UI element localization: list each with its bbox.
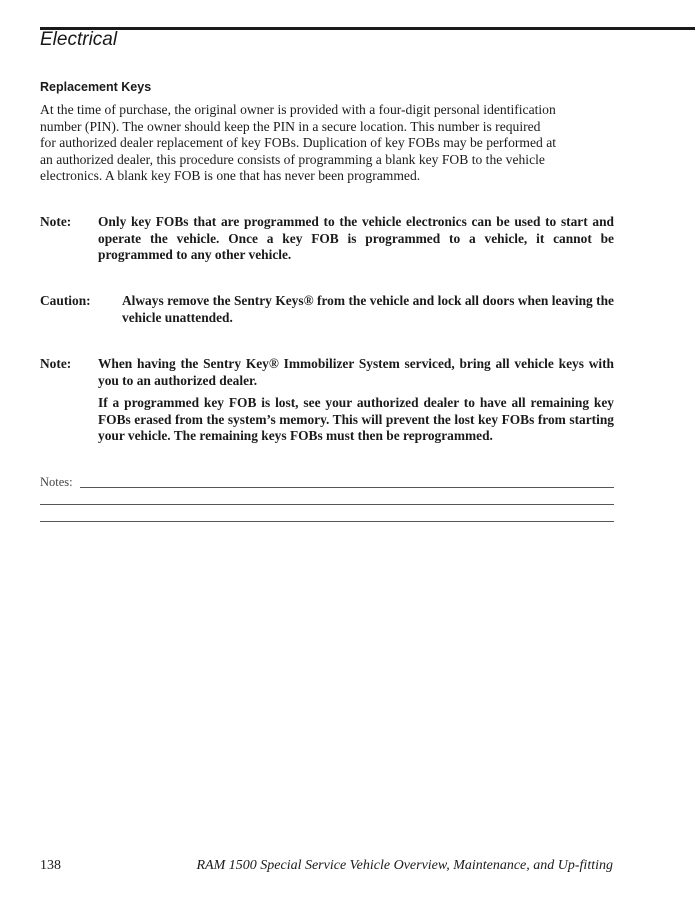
intro-line: At the time of purchase, the original owner is provided with a four-digit personal identification: [40, 102, 556, 117]
intro-line: number (PIN). The owner should keep the PIN in a secure location. This number is required: [40, 118, 541, 134]
section-title: Electrical: [40, 29, 118, 50]
notes-line: [40, 504, 614, 505]
notes-line: [80, 487, 614, 488]
note-body: [98, 214, 614, 264]
intro-line: for authorized dealer replacement of key FOBs. Duplication of key FOBs may be performed at: [40, 135, 557, 150]
intro-line: electronics. A blank key FOB is one that has never been programmed.: [40, 168, 421, 183]
intro-line: an authorized dealer, this procedure consists of programming a blank key FOB to the vehicle: [40, 151, 545, 167]
caution-text: Always remove the Sentry Keys® from the vehicle and lock all doors when leaving the vehicle unattended.: [122, 293, 614, 325]
note-text: When having the Sentry Key® Immobilizer System serviced, bring all vehicle keys with you to an authorized dealer.: [98, 356, 614, 388]
footer-doc-title: RAM 1500 Special Service Vehicle Overview, Maintenance, and Up-fitting: [196, 858, 613, 873]
note-text: Only key FOBs that are programmed to the vehicle electronics can be used to start and operate the vehicle. Once a key FOB is programmed to a vehicle, it cannot be programmed to any other vehicle.: [98, 214, 614, 263]
page-number: 138: [40, 858, 61, 873]
caution-label: Caution:: [40, 293, 91, 308]
header-rule: [40, 27, 695, 30]
caution-body: [122, 293, 614, 326]
note-body: [98, 356, 614, 445]
intro-paragraph: [40, 102, 600, 185]
note-label: Note:: [40, 356, 72, 371]
notes-label: Notes:: [40, 475, 73, 489]
note-label: Note:: [40, 214, 72, 229]
subheading: Replacement Keys: [40, 80, 152, 94]
notes-line: [40, 521, 614, 522]
note-text: If a programmed key FOB is lost, see your authorized dealer to have all remaining key FOBs erased from the system’s memory. This will prevent the lost key FOBs from starting your vehicle. The remaining keys FOBs must then be reprogrammed.: [98, 395, 614, 444]
